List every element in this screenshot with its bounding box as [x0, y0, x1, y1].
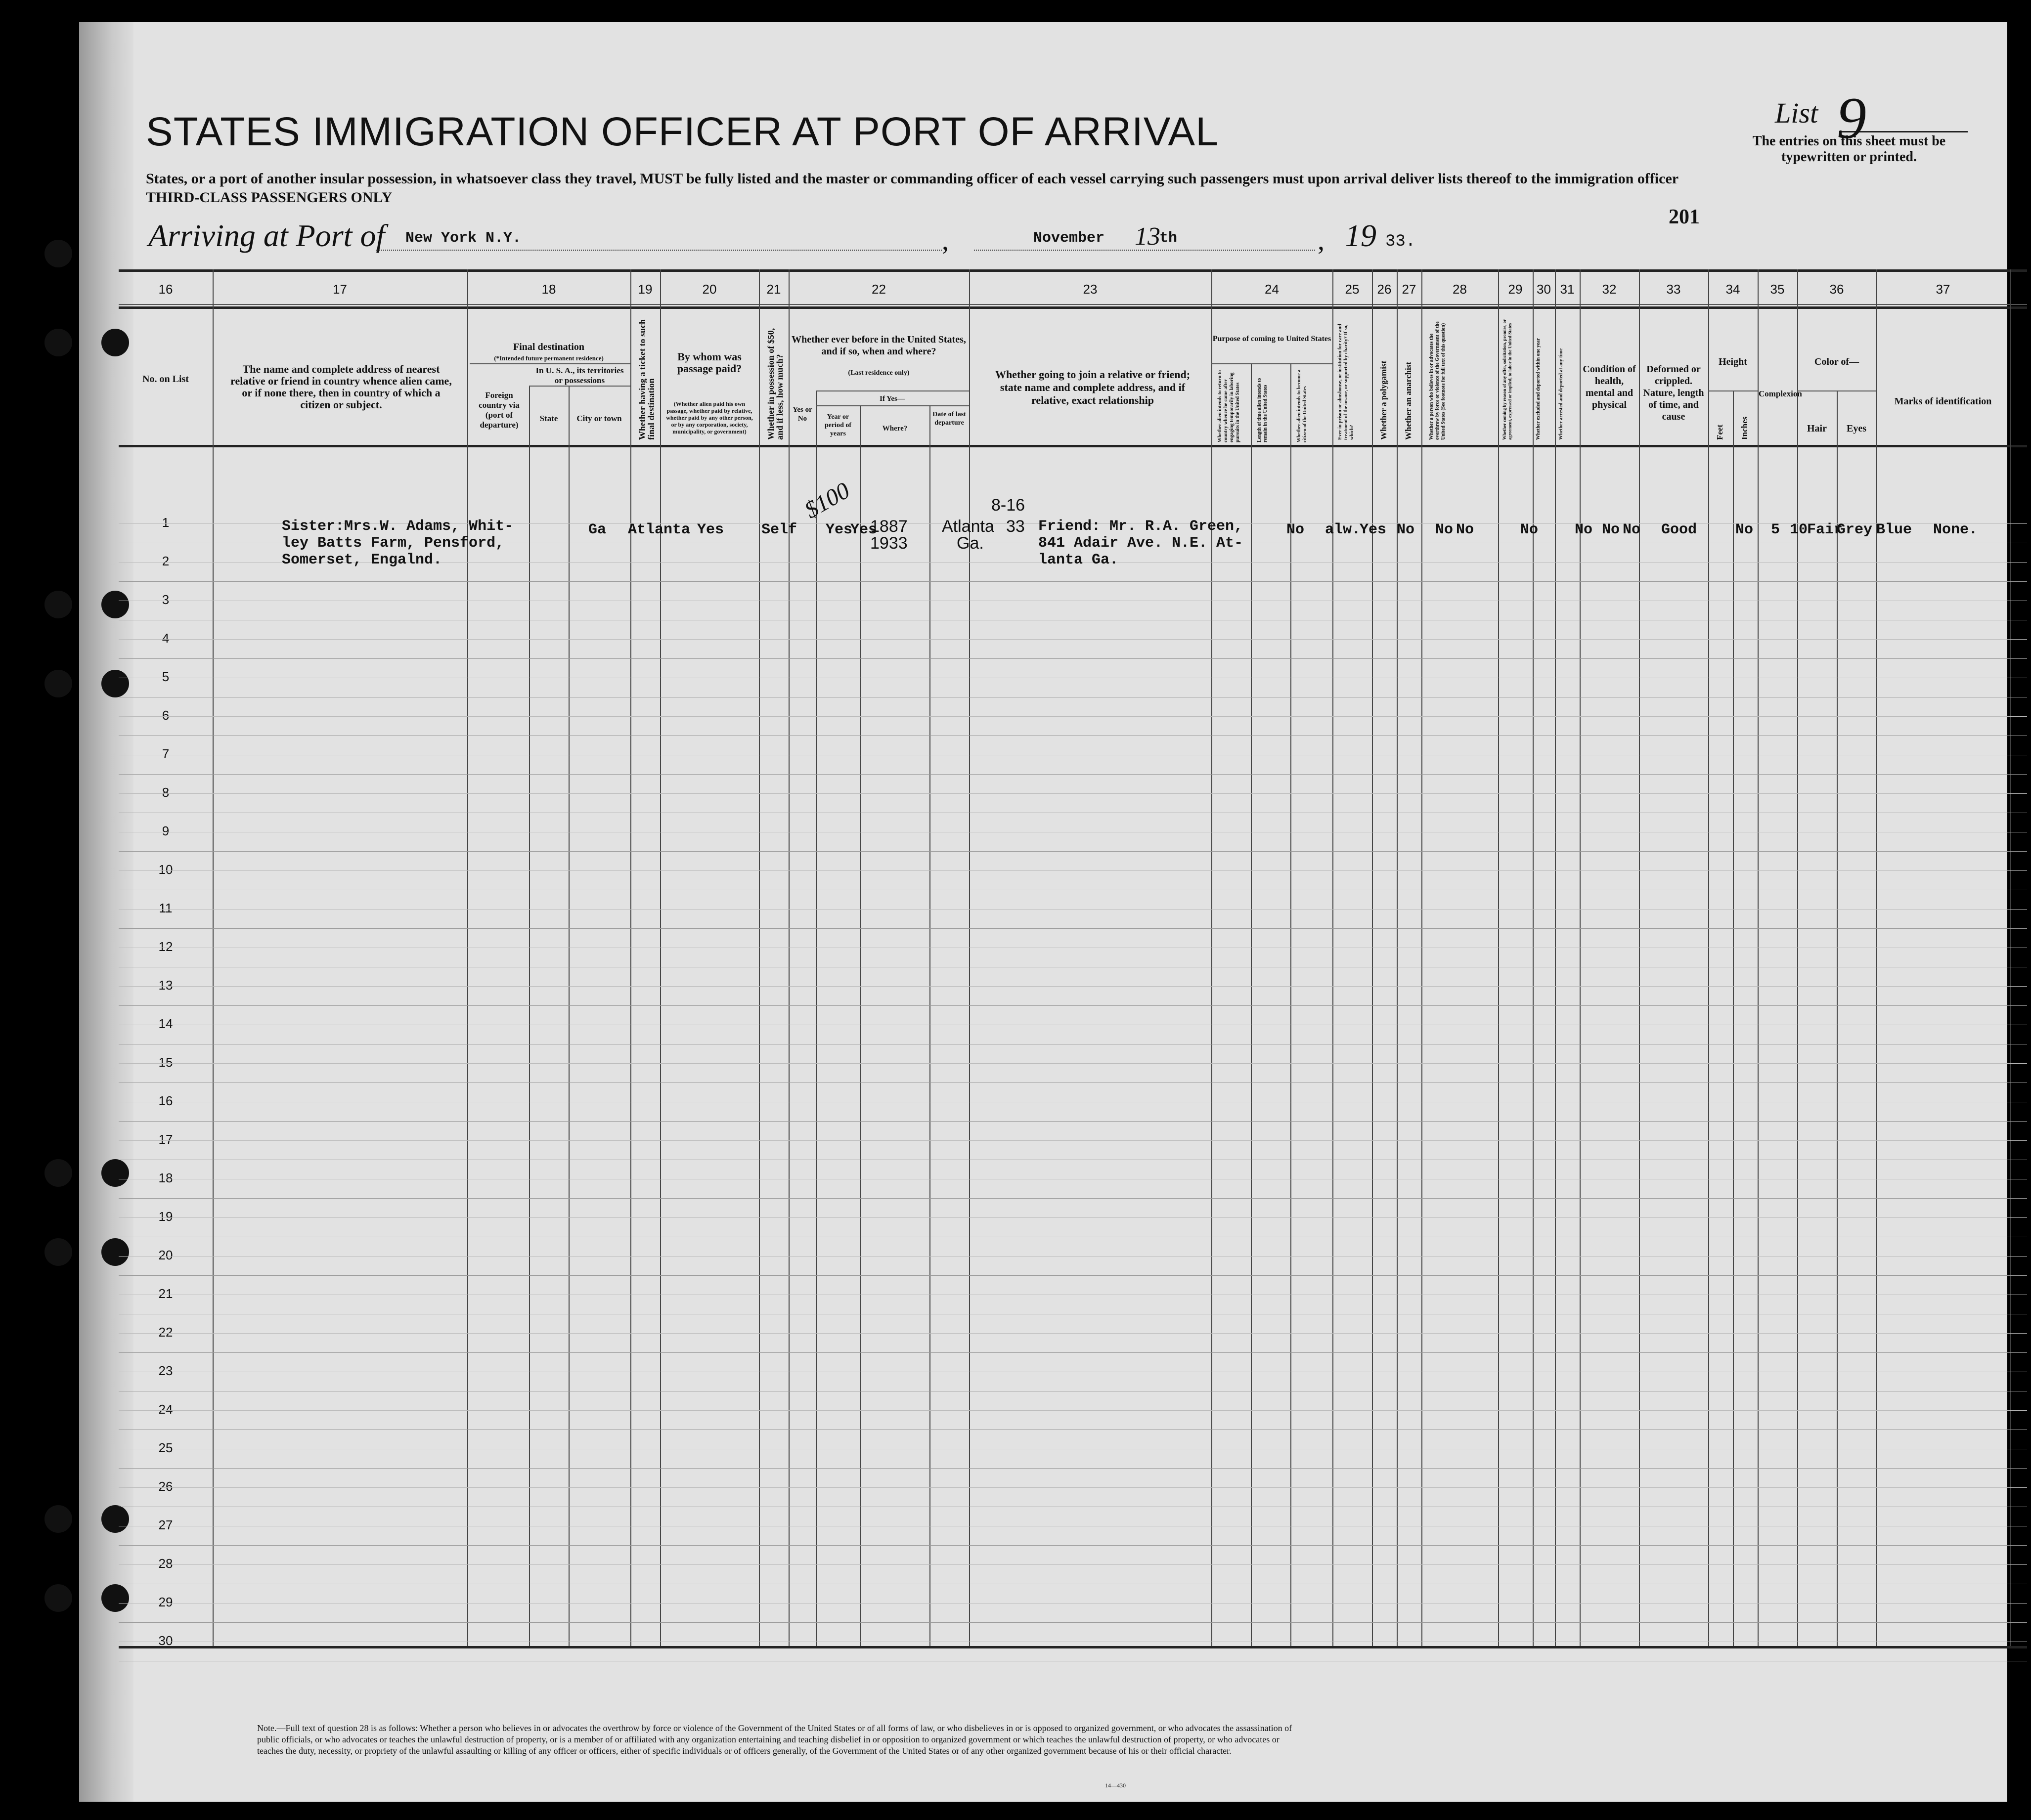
relative-line-1: Sister:Mrs.W. Adams, Whit- [282, 518, 514, 535]
header-marks: Marks of identification [1894, 396, 1992, 407]
header-possession-50: Whether in possession of $50, and if less, how much? [766, 328, 785, 440]
header-in-usa: In U. S. A., its territories or possessions [535, 366, 624, 385]
join-line-1: Friend: Mr. R.A. Green, [1038, 518, 1243, 535]
header-q30: Whether excluded and deported within one year [1536, 338, 1541, 440]
colnum-30: 30 [1537, 282, 1551, 297]
purpose-b-value: alw. [1325, 521, 1361, 538]
col-divider [1555, 269, 1556, 1646]
row-subrule [119, 793, 2027, 794]
row-rule [119, 1005, 2027, 1006]
col-divider [1733, 390, 1734, 1646]
header-top-rule [119, 306, 2027, 309]
header-no-on-list: No. on List [142, 374, 189, 385]
row-rule [119, 1121, 2027, 1122]
arrival-year-prefix: 19 [1345, 218, 1376, 253]
colnum-20: 20 [702, 282, 717, 297]
header-purpose: Purpose of coming to United States [1212, 335, 1331, 343]
header-passage-paid: By whom was passage paid? [677, 350, 742, 375]
join-line-3: lanta Ga. [1038, 552, 1119, 568]
departure-1: 8-16 [991, 496, 1025, 515]
row-number: 4 [162, 631, 170, 646]
marks-value: None. [1933, 521, 1978, 538]
header-city: City or town [576, 414, 622, 423]
form-title: STATES IMMIGRATION OFFICER AT PORT OF ARRIVAL [146, 109, 1219, 154]
header-purpose-a: Whether alien intends to return to country whence he came after engaging temporarily in laboring pursuits in the United States [1217, 370, 1240, 442]
anarchist-value: No [1456, 521, 1474, 538]
relative-line-3: Somerset, Engalnd. [282, 552, 442, 568]
col-divider [1533, 269, 1534, 1646]
col-divider [529, 386, 530, 1646]
colnum-36: 36 [1829, 282, 1844, 297]
form-subtitle: States, or a port of another insular possession, in whatsoever class they travel, MUST be fully listed and the master or commanding officer of each vessel carrying such passengers must upon arrival deliver lists thereof to the immigration officer [146, 171, 1679, 187]
row-number: 15 [158, 1055, 173, 1070]
purpose-c-value: Yes [1360, 521, 1387, 538]
binder-hole [44, 1238, 72, 1266]
header-year-period: Year or period of years [824, 413, 852, 437]
col-divider [569, 386, 570, 1646]
row-subrule [119, 1217, 2027, 1218]
colnum-34: 34 [1725, 282, 1740, 297]
header-final-destination: Final destination [513, 342, 584, 352]
colnum-32: 32 [1602, 282, 1617, 297]
ticket-value: Yes [697, 521, 724, 538]
colnum-24: 24 [1265, 282, 1279, 297]
deformed-value: No [1735, 521, 1754, 538]
colnum-37: 37 [1936, 282, 1950, 297]
colnum-23: 23 [1083, 282, 1098, 297]
q28-value: No [1520, 521, 1539, 538]
subhead-rule [1211, 363, 1332, 364]
q30-value: No [1602, 521, 1620, 538]
row-subrule [119, 716, 2027, 717]
header-passage-note: (Whether alien paid his own passage, whether paid by relative, whether paid by any other person, or by any corporation, society, municipality, or government) [666, 400, 753, 435]
list-number: 9 [1837, 85, 1866, 151]
table-top-rule [119, 269, 2027, 272]
row-rule [119, 1352, 2027, 1353]
health-value: Good [1661, 521, 1697, 538]
header-color-of: Color of— [1814, 356, 1859, 367]
subhead-rule [1797, 390, 1876, 391]
complexion-value: Fair [1807, 521, 1843, 538]
row-number: 19 [158, 1209, 173, 1224]
col-divider [1580, 269, 1581, 1646]
row-number: 10 [158, 862, 173, 877]
row-number: 25 [158, 1440, 173, 1455]
header-where: Where? [882, 425, 908, 433]
col-divider [1372, 269, 1373, 1646]
port-comma: , [942, 225, 949, 256]
colnum-26: 26 [1377, 282, 1392, 297]
col-divider [759, 269, 760, 1646]
row-rule [119, 658, 2027, 659]
header-bottom-rule [119, 445, 2027, 447]
where-2: Ga. [957, 534, 984, 553]
header-polygamist: Whether a polygamist [1379, 360, 1388, 440]
row-subrule [119, 1333, 2027, 1334]
subhead-rule [529, 386, 630, 387]
feet-value: 5 [1771, 521, 1780, 538]
col-divider [1421, 269, 1422, 1646]
row-rule [119, 1622, 2027, 1623]
relative-line-2: ley Batts Farm, Pensford, [282, 535, 505, 552]
binder-hole [44, 670, 72, 697]
colnum-rule [119, 304, 2027, 305]
col-divider [1639, 269, 1640, 1646]
col-divider [1332, 269, 1333, 1646]
q29-value: No [1575, 521, 1593, 538]
row-subrule [119, 1487, 2027, 1488]
row-number: 18 [158, 1170, 173, 1185]
join-line-2: 841 Adair Ave. N.E. At- [1038, 535, 1243, 552]
colnum-16: 16 [158, 282, 173, 297]
passage-value: Self [761, 521, 797, 538]
row-subrule [119, 1564, 2027, 1565]
inches-value: 10 [1790, 521, 1808, 538]
row-number: 1 [162, 515, 170, 530]
row-number: 13 [158, 978, 173, 993]
col-divider [1211, 269, 1212, 1646]
col-divider [467, 269, 468, 1646]
col-divider [860, 405, 861, 1646]
page-number: 201 [1669, 206, 1700, 228]
colnum-22: 22 [872, 282, 886, 297]
row-number: 24 [158, 1402, 173, 1417]
header-anarchist: Whether an anarchist [1404, 361, 1413, 440]
list-label: List [1775, 97, 1818, 129]
form-number: 14—430 [1105, 1782, 1126, 1789]
header-purpose-c: Whether alien intends to become a citizen of the United States [1296, 369, 1308, 442]
class-note: THIRD-CLASS PASSENGERS ONLY [146, 189, 393, 206]
col-divider [1290, 363, 1291, 1646]
row-number: 8 [162, 785, 170, 800]
header-deformed: Deformed or crippled. Nature, length of time, and cause [1643, 364, 1704, 422]
col-divider [1876, 269, 1877, 1646]
header-inches: Inches [1740, 416, 1749, 440]
col-divider [1837, 390, 1838, 1646]
col-divider [929, 405, 930, 1646]
colnum-21: 21 [766, 282, 781, 297]
header-prison: Ever in prison or almshouse, or institution for care and treatment of the insane, or supported by charity? If so, which? [1337, 324, 1355, 440]
row-number: 22 [158, 1325, 173, 1340]
header-purpose-b: Length of time alien intends to remain in the United States [1257, 378, 1268, 442]
row-number: 20 [158, 1248, 173, 1262]
arrival-month: November [1033, 230, 1105, 247]
colnum-18: 18 [541, 282, 556, 297]
binder-hole [44, 1505, 72, 1533]
row-rule [119, 1468, 2027, 1469]
header-q28: Whether a person who believes in or advocates the overthrow by force or violence of the Government of the United States (See footnote for full text of this question) [1429, 321, 1446, 440]
subhead-rule [470, 363, 630, 364]
dest-city: Atlanta [628, 521, 691, 538]
row-rule [119, 928, 2027, 929]
colnum-17: 17 [333, 282, 347, 297]
header-join-relative: Whether going to join a relative or friend; state name and complete address, and if relative, exact relationship [995, 368, 1191, 406]
manifest-table [119, 22, 2027, 1802]
row-number: 23 [158, 1363, 173, 1378]
years-1: 1887 [870, 517, 908, 536]
row-subrule [119, 1140, 2027, 1141]
row-number: 6 [162, 708, 170, 723]
row-number: 26 [158, 1479, 173, 1494]
where-1: Atlanta [942, 517, 994, 536]
money-value: Yes [826, 521, 853, 538]
row-number: 16 [158, 1093, 173, 1108]
col-divider [1797, 269, 1798, 1646]
header-last-residence: (Last residence only) [848, 369, 910, 377]
row-number: 12 [158, 939, 173, 954]
col-divider [816, 390, 817, 1646]
header-date-departure: Date of last departure [932, 411, 966, 427]
row-number: 27 [158, 1517, 173, 1532]
col-divider [1251, 363, 1252, 1646]
col-divider [1397, 269, 1398, 1646]
header-complexion: Complexion [1759, 389, 1802, 398]
arrival-day: 13 [1135, 222, 1160, 251]
dest-state: Ga [588, 521, 607, 538]
row-subrule [119, 1063, 2027, 1064]
header-q31: Whether arrested and deported at any time [1558, 348, 1564, 440]
binder-hole [44, 1584, 72, 1612]
col-divider [789, 269, 790, 1646]
row-number: 28 [158, 1556, 173, 1571]
row-rule [119, 1198, 2027, 1199]
row-number: 7 [162, 746, 170, 761]
before-value: Yes [850, 521, 878, 538]
row-rule [119, 1545, 2027, 1546]
header-feet: Feet [1715, 424, 1724, 440]
header-state: State [539, 414, 558, 423]
colnum-29: 29 [1508, 282, 1523, 297]
footnote: Note.—Full text of question 28 is as follows: Whether a person who believes in or advocates the overthrow by force or violence of the Government of the United States or of all forms of law, or who disbelieves in or is opposed to organized government, or who advocates the assassination of public officials, or who advocates or teaches the unlawful destruction of property, or is a member of or affiliated with any organization entertaining and teaching disbelief in or opposition to organized government or which teaches the unlawful destruction of property, or who advocates or teaches the duty, necessity, or propriety of the unlawful assaulting or killing of any officer or officers, either of specific individuals or of officers generally, of the Government of the United States or of any other organized government because of his or their official character. [257, 1723, 1292, 1756]
typewritten-note: The entries on this sheet must be typewritten or printed. [1752, 133, 1946, 165]
row-number: 14 [158, 1016, 173, 1031]
row-subrule [119, 639, 2027, 640]
col-divider [660, 269, 661, 1646]
port-value: New York N.Y. [405, 230, 522, 247]
col-divider [1708, 269, 1709, 1646]
subhead-rule [816, 390, 969, 391]
row-subrule [119, 986, 2027, 987]
col-divider [1758, 269, 1759, 1646]
binder-hole [44, 240, 72, 267]
row-subrule [119, 1256, 2027, 1257]
row-rule [119, 1275, 2027, 1276]
arrival-day-suffix: th [1159, 230, 1178, 247]
row-number: 11 [159, 901, 173, 915]
q31-value: No [1623, 521, 1641, 538]
subhead-rule [816, 405, 969, 406]
manifest-sheet [79, 22, 2007, 1802]
binder-hole [44, 1159, 72, 1187]
purpose-a-value: No [1286, 521, 1305, 538]
col-divider [2010, 269, 2011, 1646]
col-divider [1498, 269, 1499, 1646]
row-rule [119, 581, 2027, 582]
colnum-25: 25 [1345, 282, 1360, 297]
colnum-19: 19 [638, 282, 653, 297]
header-yes-no: Yes or No [793, 406, 812, 423]
row-subrule [119, 909, 2027, 910]
eyes-value: Blue [1876, 521, 1912, 538]
row-number: 17 [158, 1132, 173, 1147]
polygamist-value: No [1435, 521, 1454, 538]
header-nearest-relative: The name and complete address of nearest relative or friend in country whence alien came, or if none there, then in country of which a citizen or subject. [230, 363, 452, 411]
header-ever-before: Whether ever before in the United States, and if so, when and where? [792, 334, 966, 357]
row-rule [119, 851, 2027, 852]
arriving-label: Arriving at Port of [148, 218, 385, 253]
colnum-27: 27 [1402, 282, 1416, 297]
row-number: 9 [162, 823, 170, 838]
header-if-yes: If Yes— [880, 395, 905, 403]
colnum-28: 28 [1453, 282, 1467, 297]
binder-hole [44, 591, 72, 618]
departure-2: 33 [1006, 517, 1025, 536]
row-number: 29 [158, 1595, 173, 1609]
hair-value: Grey [1837, 521, 1873, 538]
col-divider [969, 269, 970, 1646]
col-divider [213, 269, 214, 1646]
arrival-year-suffix: 33. [1385, 232, 1416, 251]
header-health: Condition of health, mental and physical [1583, 364, 1636, 410]
colnum-33: 33 [1666, 282, 1681, 297]
row-number: 5 [162, 669, 170, 684]
header-final-destination-note: (*Intended future permanent residence) [494, 354, 604, 362]
row-number: 2 [162, 554, 170, 568]
row-number: 30 [158, 1633, 173, 1648]
years-2: 1933 [870, 534, 908, 553]
header-q29: Whether coming by reason of any offer, solicitation, promise, or agreement, expressed or implied, to labor in the United States [1502, 319, 1512, 440]
prison-value: No [1397, 521, 1415, 538]
header-hair: Hair [1807, 423, 1827, 434]
header-ticket: Whether having a ticket to such final destination [637, 319, 656, 440]
header-height: Height [1719, 356, 1747, 367]
row-number: 21 [158, 1286, 173, 1301]
money-handwritten: $100 [800, 477, 854, 524]
table-bottom-rule [119, 1646, 2027, 1648]
row-number: 3 [162, 592, 170, 607]
subhead-rule [1708, 390, 1758, 391]
header-foreign-country: Foreign country via (port of departure) [479, 390, 520, 430]
row-subrule [119, 870, 2027, 871]
row-rule [119, 774, 2027, 775]
date-comma: , [1318, 225, 1325, 256]
binder-hole [44, 329, 72, 356]
colnum-35: 35 [1770, 282, 1785, 297]
header-eyes: Eyes [1847, 423, 1866, 434]
row-subrule [119, 1410, 2027, 1411]
colnum-31: 31 [1560, 282, 1575, 297]
col-divider [630, 269, 631, 1646]
